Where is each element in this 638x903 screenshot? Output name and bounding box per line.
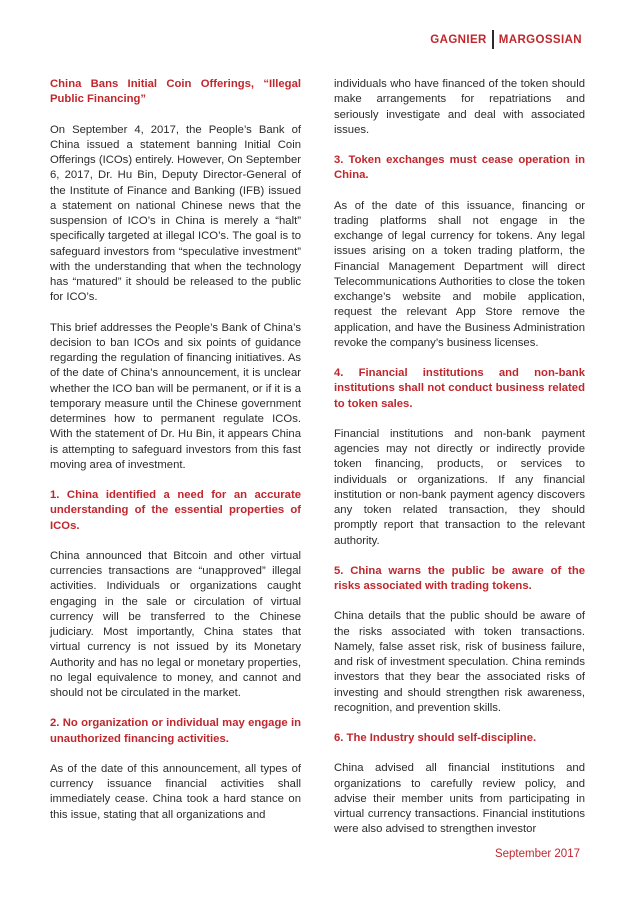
section-heading-4: 4. Financial institutions and non-bank institutions shall not conduct business related to token sales.: [334, 367, 585, 410]
section-heading-1: 1. China identified a need for an accurate understanding of the essential properties of ICOs.: [50, 489, 301, 532]
section-heading-2: 2. No organization or individual may engage in unauthorized financing activities.: [50, 717, 301, 745]
firm-logo: [430, 30, 582, 49]
logo-left-text: GAGNIER: [430, 33, 487, 46]
logo-right-text: MARGOSSIAN: [498, 33, 582, 46]
section-3-paragraph: As of the date of this issuance, financing or trading platforms shall not engage in the exchange of legal currency for tokens. Any legal issues arising on a token trading platform, the Financial Management Department will direct Telecommunications Authorities to close the token exchange’s website and mobile application, request the relevant App Store remove the application, and have the Business Administration revoke the company’s business licenses.: [334, 199, 585, 349]
section-5-paragraph: China details that the public should be aware of the risks associated with token transactions. Namely, false asset risk, risk of business failure, and risk of investment speculation. China reminds investors that they bear the associated risks of investing and should strengthen risk awareness, recognition, and prevention skills.: [334, 610, 585, 714]
article-title: China Bans Initial Coin Offerings, “Illegal Public Financing”: [50, 78, 301, 106]
section-heading-6: 6. The Industry should self-discipline.: [334, 732, 537, 744]
logo-divider: [492, 30, 494, 49]
section-2-paragraph: As of the date of this announcement, all types of currency issuance financial activities shall immediately cease. China took a hard stance on this issue, stating that all organizations and: [50, 762, 301, 821]
left-column: [50, 77, 301, 838]
section-6-paragraph: China advised all financial institutions and organizations to carefully review policy, and advise their member units from participating in virtual currency transactions. Financial institutions were also advised to strengthen investor: [334, 762, 585, 836]
section-heading-5: 5. China warns the public be aware of the risks associated with trading tokens.: [334, 564, 585, 592]
brief-paragraph: This brief addresses the People’s Bank of China’s decision to ban ICOs and six points of guidance regarding the regulation of financing initiatives. As of the date of China’s announcement, it is unclear whether the ICO ban will be permanent, or if it is a temporary measure until the Chinese government determines how to permanent regulate ICOs. With the statement of Dr. Hu Bin, it appears China is attempting to safeguard investors from this fast moving area of investment.: [50, 321, 301, 471]
right-column: [334, 77, 585, 853]
section-4-paragraph: Financial institutions and non-bank payment agencies may not directly or indirectly provide token financing, products, or services to individuals or organizations. If any financial institution or non-bank payment agency discovers any token related transaction, they should promptly report that transaction to the relevant authority.: [334, 427, 585, 547]
section-2-continued: individuals who have financed of the token should make arrangements for repatriations and seriously investigate and deal with associated issues.: [334, 78, 585, 136]
section-1-paragraph: China announced that Bitcoin and other virtual currencies transactions are “unapproved” illegal activities. Individuals or organizations caught engaging in the sale or circulation of virtual currency will be transferred to the Chinese judiciary. Most importantly, China states that virtual currency is not issued by its Monetary Authority and has no legal or monetary properties, no legal equivalence to money, and cannot and should not be circulated in the market.: [50, 549, 301, 699]
section-heading-3: 3. Token exchanges must cease operation in China.: [334, 154, 585, 182]
intro-paragraph: On September 4, 2017, the People’s Bank of China issued a statement banning Initial Coin Offerings (ICOs) entirely. However, On September 6, 2017, Dr. Hu Bin, Deputy Director-General of the Institute of Finance and Banking (IFB) issued a statement on national Chinese news that the suspension of ICO’s in China is merely a “halt” specifically targeted at illegal ICO’s. The goal is to safeguard investors from “speculative investment” with the understanding that when the technology has “matured” it should be released to the public for ICO’s.: [50, 123, 301, 304]
footer-date: September 2017: [494, 848, 580, 860]
